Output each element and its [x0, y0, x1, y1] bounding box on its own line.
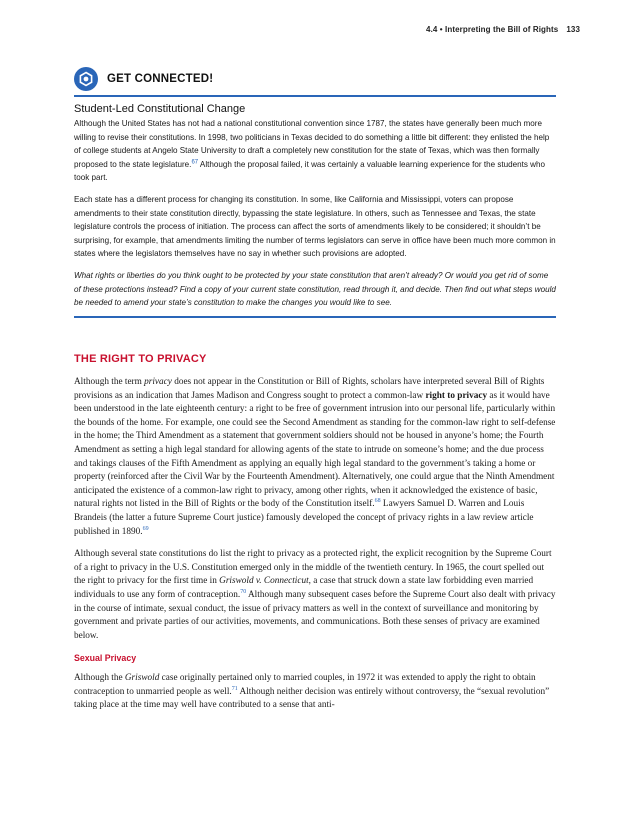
running-head [426, 25, 580, 34]
feature-title: Student-Led Constitutional Change [74, 103, 246, 115]
running-head-section: 4.4 • Interpreting the Bill of Rights [426, 25, 559, 34]
feature-bottom-rule [74, 316, 556, 318]
endnote-ref-67[interactable]: 67 [191, 159, 199, 166]
endnote-ref-69[interactable]: 69 [142, 525, 149, 532]
feature-paragraph-2: Each state has a different process for changing its constitution. In some, like California and Mississippi, voters can propose amendments to their state constitution directly, bypassing the state legislature. In others, such as Tennessee and Texas, the state legislature controls the process of initiation. The process can affect the sorts of amendments likely to be considered; it shouldn’t be surprising, for example, that amendments limiting the number of terms legislators can serve in office have been much more common in states where the legislators themselves have no say in whether such provisions are adopted. [74, 194, 556, 259]
get-connected-label: GET CONNECTED! [107, 73, 214, 85]
body-paragraph-1: Although the term privacy does not appear in the Constitution or Bill of Rights, scholars have interpreted several Bill of Rights provisions as an indication that James Madison and Congress sought to protect a common-law right to privacy as it would have been understood in the late eighteenth century: a right to be free of government intrusion into our personal life, particularly within the bounds of the home. For example, one could see the Second Amendment as standing for the common-law right to self-defense in the home; the Third Amendment as a statement that government soldiers should not be housed in anyone’s home; the Fourth Amendment as setting a high legal standard for allowing agents of the state to intrude on someone’s home; and the due process and takings clauses of the Fifth Amendment as applying an equally high legal standard to the government’s taking a home or property (reinforced after the Civil War by the Fourteenth Amendment). Alternatively, one could argue that the Ninth Amendment anticipated the existence of a common-law right to privacy, among other rights, when it acknowledged the existence of basic, natural rights not listed in the Bill of Rights or the body of the Constitution itself.$^{68}$ Lawyers Samuel D. Warren and Louis Brandeis (the latter a future Supreme Court justice) famously developed the concept of privacy rights in a law review article published in 1890.69 [74, 377, 556, 537]
feature-paragraph-1: Although the United States has not had a national constitutional convention since 1787, the states have generally been much more willing to revise their constitutions. In 1998, two politicians in Texas decided to do something a little bit different: they enlisted the help of college students at Angelo State University to draft a completely new constitution for the state of Texas, which was then formally proposed to the state legislature.$^{67}$ Although the proposal failed, it was certainly a valuable learning experience for the students who took part. [74, 119, 550, 183]
feature-top-rule [74, 95, 556, 97]
get-connected-header [74, 64, 556, 94]
endnote-ref-71[interactable]: 71 [231, 685, 238, 692]
page-number: 133 [566, 25, 580, 34]
endnote-ref-68[interactable]: 68 [374, 498, 381, 505]
main-section [74, 352, 556, 722]
endnote-ref-70[interactable]: 70 [240, 588, 247, 595]
body-paragraph-3: Although the Griswold case originally pertained only to married couples, in 1972 it was extended to apply the right to obtain contraception to unmarried people as well.$^{71}$ Although neither decision was entirely without controversy, the “sexual revolution” taking place at the time may well have contributed to a sense that anti- [74, 673, 550, 711]
get-connected-icon [74, 67, 98, 91]
feature-question: What rights or liberties do you think ought to be protected by your state constitution that aren’t already? Or would you get rid of some of these protections instead? Find a copy of your current state constitution, read through it, and decide. Then find out what steps would be needed to amend your state’s constitution to make the changes you would like to see. [74, 270, 556, 308]
section-heading: THE RIGHT TO PRIVACY [74, 353, 207, 365]
body-paragraph-2: Although several state constitutions do list the right to privacy as a protected right, the explicit recognition by the Supreme Court of a right to privacy in the U.S. Constitution emerged only in the middle of the twentieth century. In 1965, the court spelled out the right to privacy for the first time in Griswold v. Connecticut, a case that struck down a state law forbidding even married individuals to use any form of contraception.$^{70}$ Although many subsequent cases before the Supreme Court also dealt with privacy in the course of intimate, sexual conduct, the issue of privacy matters as well in the context of surveillance and monitoring by government and private parties of our activities, movements, and communications. Both these senses of privacy are examined below. [74, 549, 556, 641]
case-griswold: Griswold [124, 673, 160, 684]
term-privacy: privacy [144, 377, 172, 387]
subsection-heading: Sexual Privacy [74, 653, 137, 664]
get-connected-box [74, 64, 556, 318]
case-griswold-v-connecticut: Griswold v. Connecticut [219, 576, 309, 587]
key-term-right-to-privacy: right to privacy [425, 390, 488, 401]
